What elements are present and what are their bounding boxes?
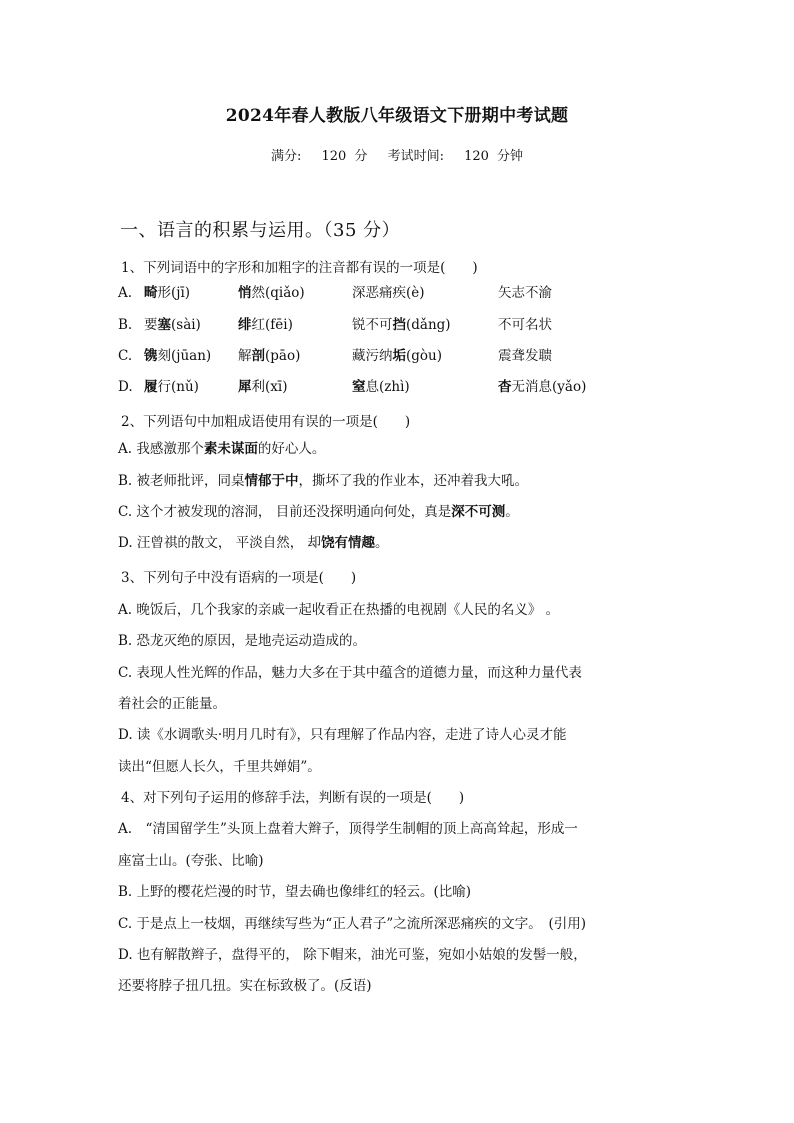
option-word-3: 藏污纳垢(gòu) bbox=[352, 348, 442, 364]
option-word-1: 履行(nǔ) bbox=[144, 379, 199, 395]
score-label: 满分: bbox=[270, 149, 302, 164]
q4-stem: 4、对下列句子运用的修辞手法，判断有误的一项是( ) bbox=[121, 790, 465, 806]
q3-option-c-line1: C. 表现人性光辉的作品，魅力大多在于其中蕴含的道德力量，而这种力量代表 bbox=[118, 665, 582, 681]
q4-option-a-line2: 座富士山。(夸张、比喻) bbox=[118, 853, 264, 869]
option-word-1: 要塞(sài) bbox=[144, 317, 201, 333]
option-word-2: 解剖(pāo) bbox=[238, 348, 301, 364]
option-word-4: 杳无消息(yǎo) bbox=[498, 379, 587, 395]
q3-option-c-line2: 着社会的正能量。 bbox=[118, 696, 226, 712]
option-word-4: 矢志不渝 bbox=[498, 285, 552, 301]
option-word-2: 犀利(xī) bbox=[238, 379, 288, 395]
exam-title: 2024年春人教版八年级语文下册期中考试题 bbox=[225, 106, 569, 126]
exam-info bbox=[0, 145, 794, 164]
option-word-3: 深恶痛疾(è) bbox=[352, 285, 425, 301]
option-label: B. bbox=[118, 317, 133, 333]
option-label: D. bbox=[118, 379, 133, 395]
q1-option-d bbox=[118, 376, 698, 398]
q2-option-a: A. 我感激那个素未谋面的好心人。 bbox=[118, 441, 326, 457]
option-word-4: 震聋发聩 bbox=[498, 348, 552, 364]
q1-option-a bbox=[118, 282, 698, 304]
option-word-3: 窒息(zhì) bbox=[352, 379, 410, 395]
q2-stem: 2、下列语句中加粗成语使用有误的一项是( ) bbox=[121, 414, 411, 430]
q3-option-d-line2: 读出“但愿人长久，千里共婵娟”。 bbox=[118, 759, 321, 775]
score-value: 120 分 bbox=[321, 149, 368, 164]
option-word-2: 绯红(fēi) bbox=[238, 317, 293, 333]
q1-option-c bbox=[118, 345, 698, 367]
q2-option-c: C. 这个才被发现的溶洞， 目前还没探明通向何处，真是深不可测。 bbox=[118, 504, 519, 520]
section-heading: 一、语言的积累与运用。（35 分） bbox=[120, 220, 401, 241]
option-label: A. bbox=[118, 285, 133, 301]
option-word-4: 不可名状 bbox=[498, 317, 552, 333]
q4-option-d-line2: 还要将脖子扭几扭。实在标致极了。(反语) bbox=[118, 978, 372, 994]
q4-option-c: C. 于是点上一枝烟，再继续写些为“正人君子”之流所深恶痛疾的文字。 (引用) bbox=[118, 916, 587, 932]
time-value: 120 分钟 bbox=[464, 149, 524, 164]
q1-option-b bbox=[118, 314, 698, 336]
q3-stem: 3、下列句子中没有语病的一项是( ) bbox=[121, 570, 357, 586]
option-word-3: 锐不可挡(dǎng) bbox=[352, 317, 451, 333]
option-word-1: 镌刻(jūan) bbox=[144, 348, 212, 364]
q1-stem: 1、下列词语中的字形和加粗字的注音都有误的一项是( ) bbox=[121, 260, 478, 276]
q4-option-d-line1: D. 也有解散辫子，盘得平的， 除下帽来，油光可鉴，宛如小姑娘的发髻一般， bbox=[118, 947, 587, 963]
option-label: C. bbox=[118, 348, 133, 364]
q2-option-b: B. 被老师批评，同桌情郁于中，撕坏了我的作业本，还冲着我大吼。 bbox=[118, 473, 529, 489]
option-word-1: 畸形(jī) bbox=[144, 285, 191, 301]
q3-option-d-line1: D. 读《水调歌头·明月几时有》，只有理解了作品内容，走进了诗人心灵才能 bbox=[118, 727, 567, 743]
q4-option-a-line1: A. “清国留学生”头顶上盘着大辫子，顶得学生制帽的顶上高高耸起，形成一 bbox=[118, 821, 578, 837]
option-word-2: 悄然(qiǎo) bbox=[238, 285, 305, 301]
time-label: 考试时间: bbox=[387, 149, 444, 164]
q3-option-a: A. 晚饭后，几个我家的亲戚一起收看正在热播的电视剧《人民的名义》 。 bbox=[118, 602, 560, 618]
q3-option-b: B. 恐龙灭绝的原因，是地壳运动造成的。 bbox=[118, 633, 367, 649]
q4-option-b: B. 上野的樱花烂漫的时节，望去确也像绯红的轻云。(比喻) bbox=[118, 884, 472, 900]
q2-option-d: D. 汪曾祺的散文， 平淡自然， 却饶有情趣。 bbox=[118, 535, 389, 551]
